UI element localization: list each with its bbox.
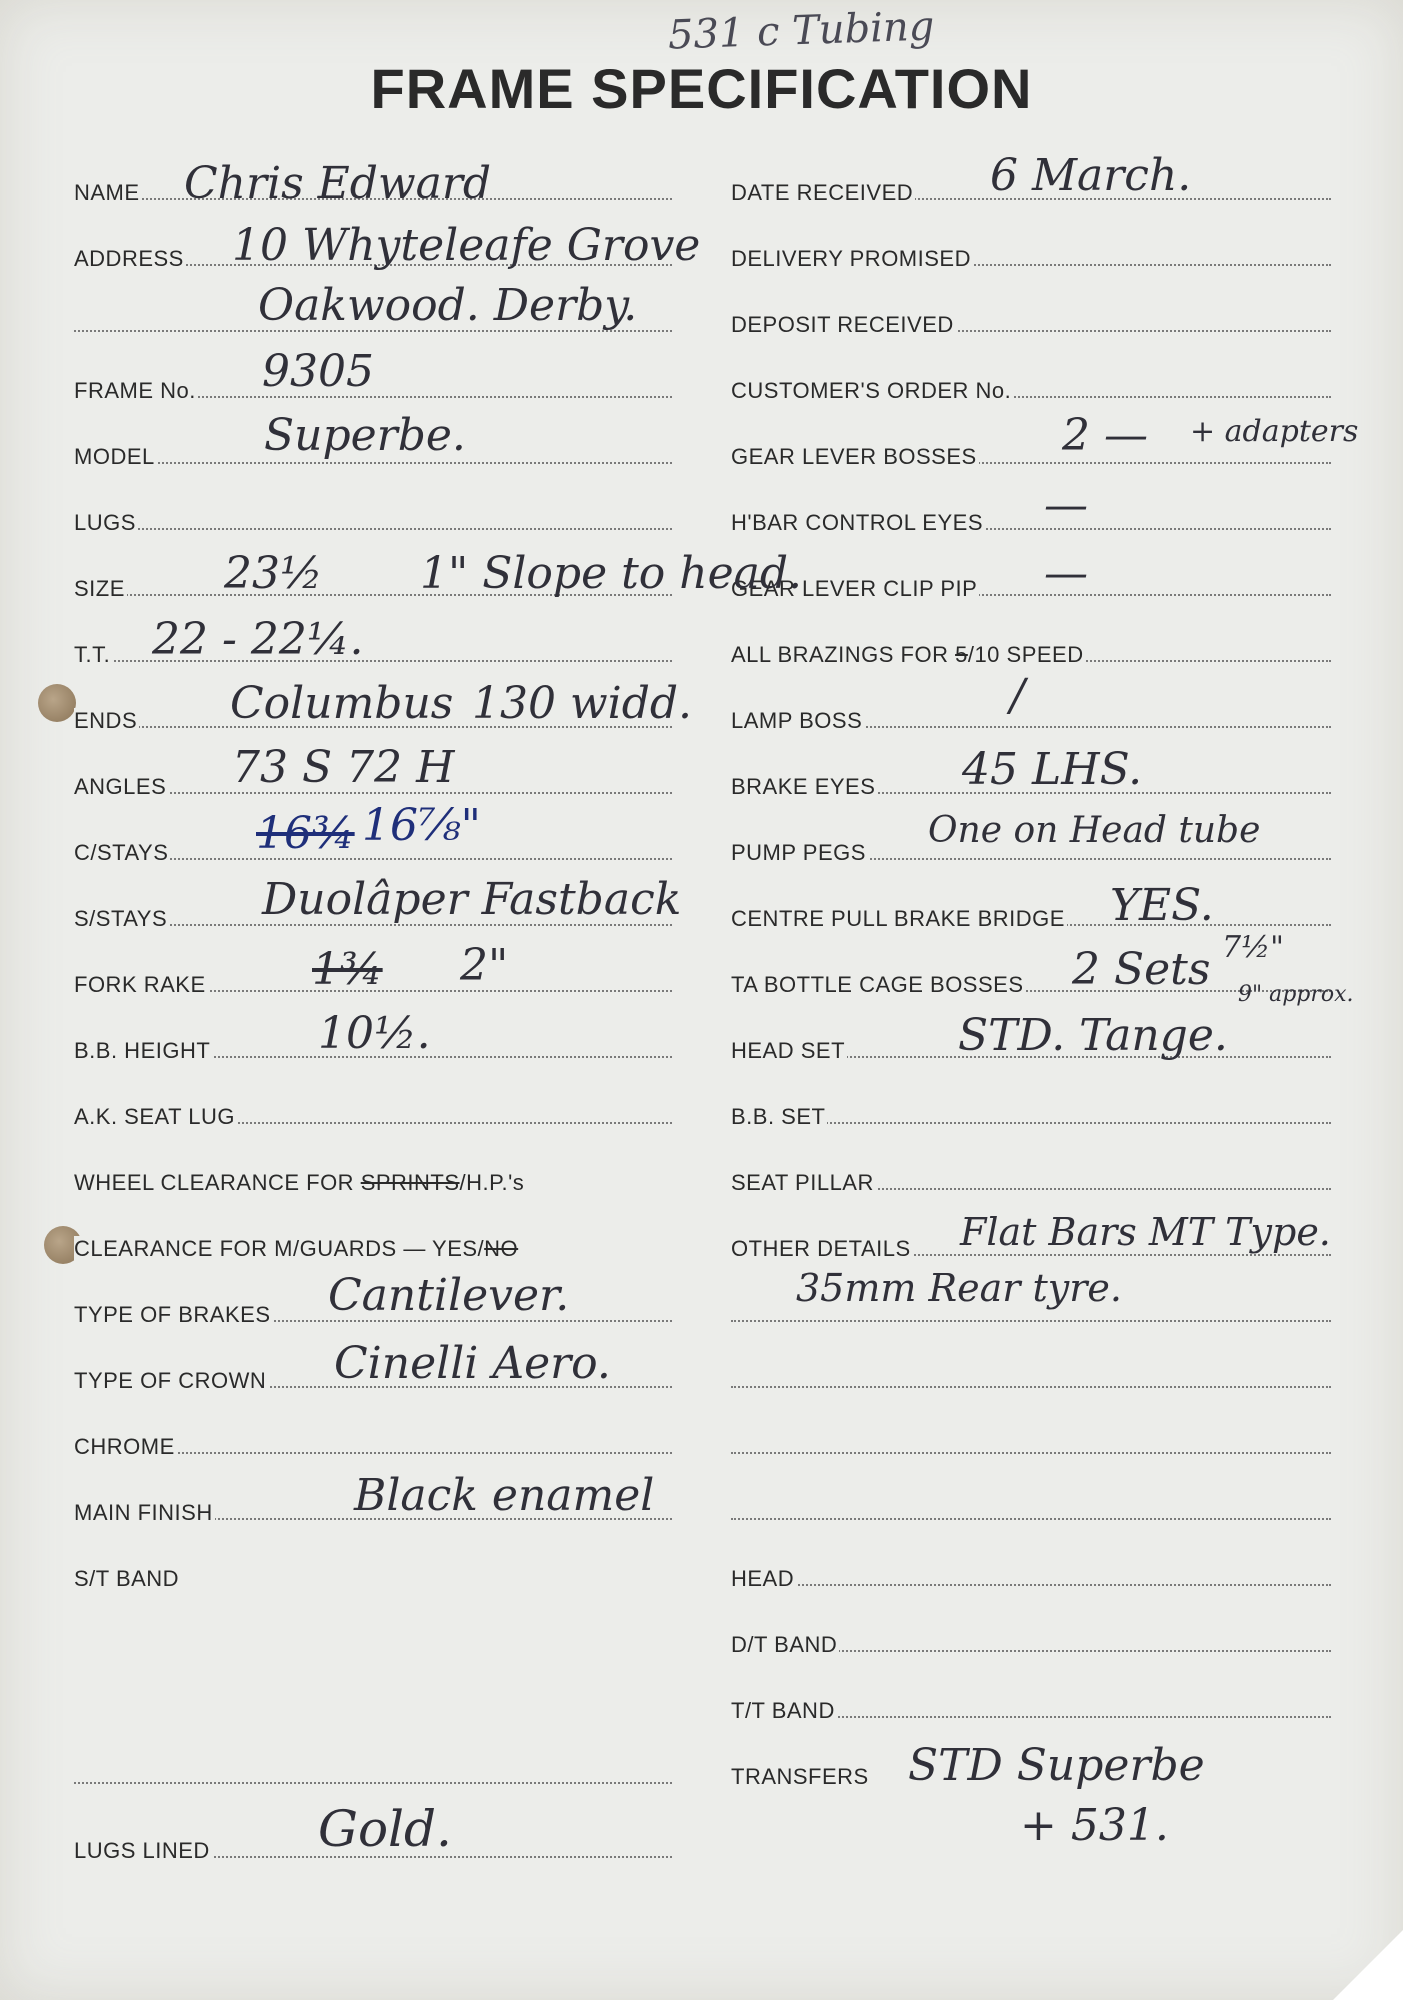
- field-wheel-clearance: [74, 1162, 672, 1196]
- handwritten-gear-lever-bosses-note: + adapters: [1190, 414, 1359, 449]
- handwritten-type-of-crown: Cinelli Aero.: [334, 1338, 611, 1389]
- handwritten-main-finish: Black enamel: [354, 1470, 655, 1521]
- field-label: S/T BAND: [74, 1566, 180, 1591]
- field-customers-order: [731, 370, 1331, 404]
- field-centre-pull-brake-bridge: [731, 898, 1331, 932]
- handwritten-model: Superbe.: [264, 410, 466, 461]
- label-part: CLEARANCE FOR M/GUARDS — YES/: [74, 1236, 485, 1261]
- handwritten-other-details: Flat Bars MT Type.: [960, 1210, 1331, 1254]
- field-label: ADDRESS: [74, 246, 184, 271]
- form-title: FRAME SPECIFICATION: [370, 57, 1033, 120]
- field-label: LAMP BOSS: [731, 708, 863, 733]
- field-bb-set: [731, 1096, 1331, 1130]
- handwritten-lamp-boss: /: [1010, 670, 1025, 721]
- field-label: [74, 1170, 526, 1196]
- handwritten-head-set: STD. Tange.: [958, 1010, 1228, 1061]
- punch-hole-top: [38, 684, 76, 722]
- field-gear-lever-clip-pip: [731, 568, 1331, 602]
- field-label: CENTRE PULL BRAKE BRIDGE: [731, 906, 1065, 931]
- handwritten-sstays: Duolâper Fastback: [262, 874, 682, 925]
- field-blank-line: [74, 1756, 672, 1790]
- handwritten-fork-rake: 2": [460, 940, 509, 991]
- field-label: MODEL: [74, 444, 155, 469]
- field-other-details-line3: [731, 1360, 1331, 1394]
- label-part: /H.P.'s: [459, 1170, 525, 1195]
- handwritten-ends-note: 130 widd.: [472, 678, 693, 729]
- handwritten-tt: 22 - 22¼.: [152, 614, 364, 665]
- field-mguards-clearance: [74, 1228, 672, 1262]
- handwritten-transfers-line2: + 531.: [1020, 1800, 1169, 1851]
- field-label: OTHER DETAILS: [731, 1236, 911, 1261]
- label-part: /10 SPEED: [967, 642, 1084, 667]
- field-label: FORK RAKE: [74, 972, 206, 997]
- handwritten-ends: Columbus: [230, 678, 454, 729]
- field-tt-band: [731, 1690, 1331, 1724]
- handwritten-pump-pegs: One on Head tube: [928, 810, 1261, 851]
- field-seat-pillar: [731, 1162, 1331, 1196]
- field-delivery-promised: [731, 238, 1331, 272]
- label-struck-part: SPRINTS: [360, 1170, 460, 1195]
- field-label: TRANSFERS: [731, 1764, 869, 1789]
- field-label: FRAME No.: [74, 378, 196, 403]
- field-label: DEPOSIT RECEIVED: [731, 312, 954, 337]
- dotted-line: [731, 1452, 1331, 1454]
- field-label: CHROME: [74, 1434, 175, 1459]
- handwritten-brake-eyes: 45 LHS.: [962, 744, 1143, 795]
- field-st-band: [74, 1558, 672, 1592]
- field-label: [74, 1236, 520, 1262]
- field-lugs: [74, 502, 672, 536]
- dotted-line: [731, 1386, 1331, 1388]
- handwritten-date-received: 6 March.: [990, 150, 1192, 201]
- field-label: S/STAYS: [74, 906, 168, 931]
- handwritten-ta-bottle: 2 Sets: [1072, 944, 1211, 995]
- field-label: B.B. HEIGHT: [74, 1038, 211, 1063]
- field-label: BRAKE EYES: [731, 774, 876, 799]
- field-label: TYPE OF BRAKES: [74, 1302, 271, 1327]
- field-lamp-boss: [731, 700, 1331, 734]
- field-label: DATE RECEIVED: [731, 180, 914, 205]
- handwritten-cstays: 16⅞": [362, 800, 481, 851]
- field-label: T.T.: [74, 642, 111, 667]
- field-label: NAME: [74, 180, 140, 205]
- handwritten-size-note: 1" Slope to head.: [420, 548, 803, 599]
- handwritten-angles: 73 S 72 H: [232, 742, 455, 793]
- field-label: DELIVERY PROMISED: [731, 246, 971, 271]
- field-other-details-line4: [731, 1426, 1331, 1460]
- field-label: D/T BAND: [731, 1632, 838, 1657]
- dotted-line: [74, 1782, 672, 1784]
- handwritten-transfers: STD Superbe: [908, 1740, 1205, 1791]
- label-struck-part: 5: [955, 642, 968, 667]
- handwritten-ta-bottle-note1: 7½": [1222, 930, 1284, 965]
- handwritten-hbar-control-eyes: —: [1044, 480, 1088, 531]
- handwritten-centre-pull: YES.: [1110, 880, 1214, 931]
- field-label: MAIN FINISH: [74, 1500, 213, 1525]
- label-part: ALL BRAZINGS FOR: [731, 642, 956, 667]
- field-label: ANGLES: [74, 774, 167, 799]
- field-label: GEAR LEVER BOSSES: [731, 444, 977, 469]
- field-dt-band: [731, 1624, 1331, 1658]
- handwritten-cstays-struck: 16¾: [256, 808, 355, 859]
- handwritten-address-line1: 10 Whyteleafe Grove: [232, 220, 701, 271]
- dotted-line: [74, 462, 672, 464]
- field-label: H'BAR CONTROL EYES: [731, 510, 983, 535]
- field-label: HEAD SET: [731, 1038, 846, 1063]
- label-struck-part: NO: [484, 1236, 519, 1261]
- field-label: GEAR LEVER CLIP PIP: [731, 576, 978, 601]
- handwritten-type-of-brakes: Cantilever.: [328, 1270, 570, 1321]
- handwritten-gear-lever-clip-pip: —: [1044, 548, 1088, 599]
- field-label: SEAT PILLAR: [731, 1170, 874, 1195]
- field-label: ENDS: [74, 708, 138, 733]
- field-label: [731, 642, 1086, 668]
- field-label: A.K. SEAT LUG: [74, 1104, 235, 1129]
- handwritten-bb-height: 10½.: [318, 1008, 431, 1059]
- field-head: [731, 1558, 1331, 1592]
- field-label: T/T BAND: [731, 1698, 835, 1723]
- dotted-line: [731, 1584, 1331, 1586]
- handwritten-frame-no: 9305: [262, 346, 374, 397]
- handwritten-name: Chris Edward: [184, 158, 492, 209]
- field-chrome: [74, 1426, 672, 1460]
- field-label: B.B. SET: [731, 1104, 826, 1129]
- handwritten-other-details-line2: 35mm Rear tyre.: [796, 1266, 1122, 1310]
- field-other-details-line5: [731, 1492, 1331, 1526]
- dotted-line: [74, 528, 672, 530]
- field-label: C/STAYS: [74, 840, 169, 865]
- field-label: PUMP PEGS: [731, 840, 866, 865]
- field-deposit-received: [731, 304, 1331, 338]
- field-ak-seat-lug: [74, 1096, 672, 1130]
- field-label: LUGS LINED: [74, 1838, 210, 1863]
- field-label: TA BOTTLE CAGE BOSSES: [731, 972, 1024, 997]
- field-label: SIZE: [74, 576, 125, 601]
- label-part: WHEEL CLEARANCE FOR: [74, 1170, 361, 1195]
- handwritten-ta-bottle-note2: 9" approx.: [1238, 982, 1354, 1007]
- handwritten-size: 23½: [224, 548, 323, 599]
- folded-corner: [1333, 1930, 1403, 2000]
- dotted-line: [731, 1518, 1331, 1520]
- field-all-brazings: [731, 634, 1331, 668]
- dotted-line: [731, 1320, 1331, 1322]
- field-label: CUSTOMER'S ORDER No.: [731, 378, 1012, 403]
- handwritten-gear-lever-bosses: 2 —: [1062, 410, 1148, 461]
- field-label: HEAD: [731, 1566, 795, 1591]
- handwritten-fork-rake-struck: 1¾: [312, 944, 383, 995]
- handwritten-lugs-lined: Gold.: [318, 1800, 452, 1858]
- field-label: TYPE OF CROWN: [74, 1368, 267, 1393]
- field-label: LUGS: [74, 510, 136, 535]
- handwritten-address-line2: Oakwood. Derby.: [258, 280, 638, 331]
- top-handwritten-note: 531 c Tubing: [667, 3, 936, 59]
- field-hbar-control-eyes: [731, 502, 1331, 536]
